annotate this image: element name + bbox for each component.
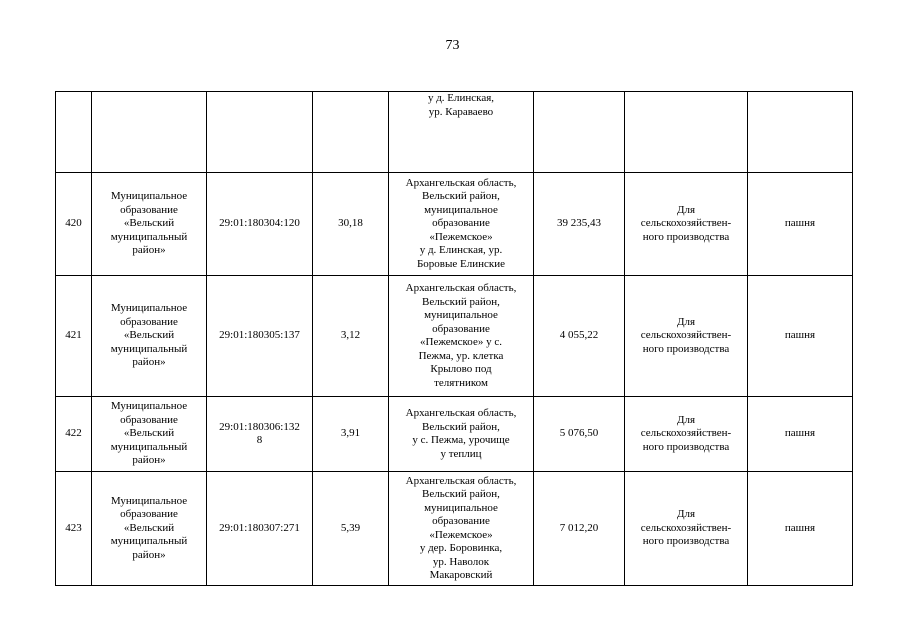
cell-address-line: Вельский район, xyxy=(422,420,500,433)
cell-owner-line: муниципальный xyxy=(110,230,188,243)
cell-area: 5,39 xyxy=(313,472,389,586)
cell-address-line: Вельский район, xyxy=(422,190,500,203)
cell-owner-line: район» xyxy=(132,356,166,369)
cell-address-line: «Пежемское» у с. xyxy=(420,336,502,348)
cell-owner-line: район» xyxy=(132,454,166,467)
cell-purpose-line: сельскохозяйствен- xyxy=(640,329,732,342)
cell-owner-line: район» xyxy=(132,548,166,561)
cell-owner-line: муниципальный xyxy=(110,342,188,355)
cell-address xyxy=(389,276,534,397)
cell-owner-line: образование xyxy=(120,508,178,521)
cell-cadastral xyxy=(207,276,313,397)
cell-address xyxy=(389,92,534,173)
cell-address-line: Вельский район, xyxy=(422,488,500,500)
cell-num: 421 xyxy=(56,276,92,397)
address-line: у д. Елинская, xyxy=(427,92,495,104)
cell-address-line: ур. Наволок xyxy=(432,555,490,568)
cell-num: 422 xyxy=(56,397,92,472)
cell-owner xyxy=(92,173,207,276)
cell-purpose-line: ного производства xyxy=(642,342,730,355)
cell-address-line: Архангельская область, xyxy=(405,176,517,189)
cell-purpose-line: ного производства xyxy=(642,440,730,453)
cell-owner-line: «Вельский xyxy=(123,427,175,440)
cell-purpose xyxy=(625,472,748,586)
cell-address-line: Архангельская область, xyxy=(405,474,517,487)
cell-cadastral xyxy=(207,173,313,276)
cell-address-line: у дер. Боровинка, xyxy=(419,542,503,554)
cell-owner-line: Муниципальное xyxy=(110,302,188,315)
cell-use xyxy=(748,92,853,173)
cell-use: пашня xyxy=(748,472,853,586)
cell-purpose-line: сельскохозяйствен- xyxy=(640,521,732,534)
cell-address-line: муниципальное xyxy=(424,309,498,321)
cell-owner xyxy=(92,472,207,586)
cell-address-line: Боровые Елинские xyxy=(416,257,505,270)
cell-address-line: муниципальное xyxy=(424,501,498,514)
cell-address-line: образование xyxy=(432,322,490,335)
cell-area: 3,12 xyxy=(313,276,389,397)
cell-address-line: Архангельская область, xyxy=(405,407,517,419)
cell-owner-line: «Вельский xyxy=(123,329,175,342)
cell-purpose-line: Для xyxy=(676,413,696,426)
cell-address-line: Макаровский xyxy=(429,569,493,581)
cell-owner xyxy=(92,397,207,472)
cell-address-line: у д. Елинская, ур. xyxy=(419,244,503,257)
cell-purpose-line: ного производства xyxy=(642,230,730,243)
cell-cadastral xyxy=(207,92,313,173)
cell-address xyxy=(389,173,534,276)
cell-owner xyxy=(92,276,207,397)
cell-area: 3,91 xyxy=(313,397,389,472)
cell-owner-line: «Вельский xyxy=(123,521,175,534)
cell-cadastral-line: 29:01:180306:132 xyxy=(219,420,300,433)
table-row xyxy=(56,397,853,472)
land-plots-table xyxy=(55,91,853,586)
cell-address-line: «Пежемское» xyxy=(429,230,493,243)
cell-cadastral xyxy=(207,397,313,472)
address-line: ур. Караваево xyxy=(428,105,494,118)
cell-address-line: муниципальное xyxy=(424,203,498,216)
cell-owner-line: муниципальный xyxy=(110,440,188,453)
cell-purpose-line: Для xyxy=(676,508,696,521)
cell-owner-line: образование xyxy=(120,203,178,216)
cell-address-line: телятником xyxy=(434,376,488,389)
table-row xyxy=(56,276,853,397)
cell-purpose xyxy=(625,276,748,397)
cell-use: пашня xyxy=(748,397,853,472)
cell-address-line: образование xyxy=(432,217,490,230)
cell-cadastral-line: 29:01:180305:137 xyxy=(219,329,300,342)
cell-num: 420 xyxy=(56,173,92,276)
cell-purpose xyxy=(625,92,748,173)
cell-purpose-line: Для xyxy=(676,315,696,328)
cell-cadastral-line: 29:01:180307:271 xyxy=(219,521,300,534)
cell-owner xyxy=(92,92,207,173)
cell-owner-line: «Вельский xyxy=(123,217,175,230)
cell-purpose-line: сельскохозяйствен- xyxy=(640,217,732,230)
cell-address-line: «Пежемское» xyxy=(429,528,493,541)
cell-address xyxy=(389,472,534,586)
cell-owner-line: Муниципальное xyxy=(110,400,188,413)
cell-owner-line: Муниципальное xyxy=(110,190,188,203)
cell-address-line: Вельский район, xyxy=(422,295,500,308)
cell-cadastral xyxy=(207,472,313,586)
cell-cost: 5 076,50 xyxy=(534,397,625,472)
cell-address-line: у с. Пежма, урочище xyxy=(412,434,510,446)
cell-cadastral-line: 8 xyxy=(256,434,263,446)
cell-address-line: образование xyxy=(432,515,490,527)
cell-address-line: Крылово под xyxy=(430,363,492,375)
cell-owner-line: муниципальный xyxy=(110,535,188,548)
cell-purpose-line: сельскохозяйствен- xyxy=(640,427,732,440)
cell-owner-line: образование xyxy=(120,315,178,328)
table-row xyxy=(56,472,853,586)
cell-purpose-line: ного производства xyxy=(642,535,730,548)
cell-use: пашня xyxy=(748,173,853,276)
cell-owner-line: Муниципальное xyxy=(110,494,188,507)
page-number: 73 xyxy=(445,38,460,53)
table-row-continuation xyxy=(56,92,853,173)
cell-purpose xyxy=(625,173,748,276)
cell-area xyxy=(313,92,389,173)
cell-cost xyxy=(534,92,625,173)
cell-address-line: Архангельская область, xyxy=(405,282,517,294)
cell-owner-line: район» xyxy=(132,244,166,257)
cell-cadastral-line: 29:01:180304:120 xyxy=(219,217,300,230)
cell-use: пашня xyxy=(748,276,853,397)
cell-cost: 4 055,22 xyxy=(534,276,625,397)
cell-address-line: Пежма, ур. клетка xyxy=(418,349,504,362)
table-row xyxy=(56,173,853,276)
cell-cost: 7 012,20 xyxy=(534,472,625,586)
cell-num xyxy=(56,92,92,173)
cell-cost: 39 235,43 xyxy=(534,173,625,276)
cell-address xyxy=(389,397,534,472)
cell-num: 423 xyxy=(56,472,92,586)
cell-purpose xyxy=(625,397,748,472)
cell-area: 30,18 xyxy=(313,173,389,276)
cell-purpose-line: Для xyxy=(676,203,696,216)
cell-owner-line: образование xyxy=(120,413,178,426)
cell-address-line: у теплиц xyxy=(440,447,482,460)
